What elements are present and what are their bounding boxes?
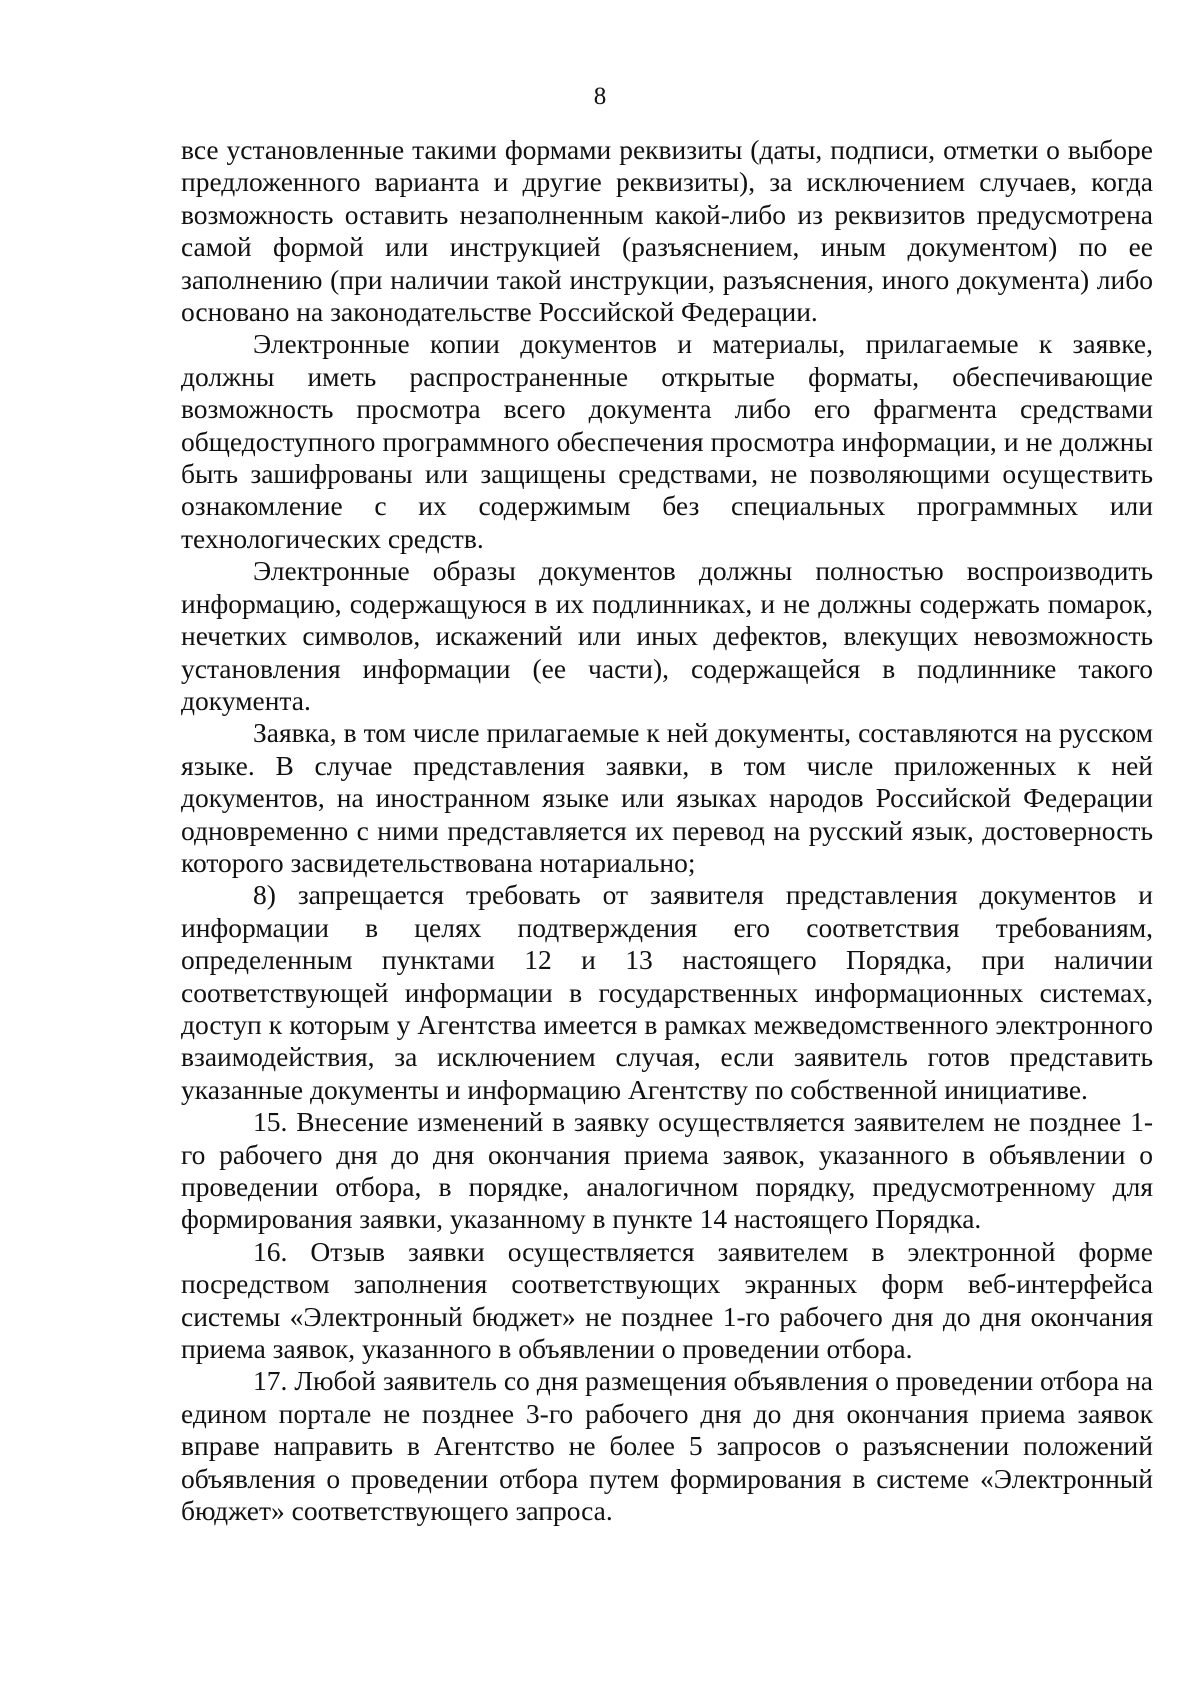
document-body xyxy=(181,134,1153,1527)
paragraph-item-17: 17. Любой заявитель со дня размещения объявления о проведении отбора на едином портале не позднее 3-го рабочего дня до дня окончания приема заявок вправе направить в Агентство не более 5 запросов о разъяснении положений объявления о проведении отбора путем формирования в системе «Электронный бюджет» соответствующего запроса. xyxy=(181,1365,1153,1527)
paragraph-application-language: Заявка, в том числе прилагаемые к ней документы, составляются на русском языке. В случае представления заявки, в том числе приложенных к ней документов, на иностранном языке или языках народов Российской Федерации одновременно с ними представляется их перевод на русский язык, достоверность которого засвидетельствована нотариально; xyxy=(181,717,1153,878)
paragraph-item-16: 16. Отзыв заявки осуществляется заявителем в электронной форме посредством заполнения соответствующих экранных форм веб-интерфейса системы «Электронный бюджет» не позднее 1-го рабочего дня до дня окончания приема заявок, указанного в объявлении о проведении отбора. xyxy=(181,1235,1153,1365)
paragraph-electronic-copies: Электронные копии документов и материалы, прилагаемые к заявке, должны иметь распространенные открытые форматы, обеспечивающие возможность просмотра всего документа либо его фрагмента средствами общедоступного программного обеспечения просмотра информации, и не должны быть зашифрованы или защищены средствами, не позволяющими осуществить ознакомление с их содержимым без специальных программных или технологических средств. xyxy=(181,328,1153,554)
paragraph-item-15: 15. Внесение изменений в заявку осуществляется заявителем не позднее 1-го рабочего дня до дня окончания приема заявок, указанного в объявлении о проведении отбора, в порядке, аналогичном порядку, предусмотренному для формирования заявки, указанному в пункте 14 настоящего Порядка. xyxy=(181,1106,1153,1235)
page-number: 8 xyxy=(593,83,607,110)
paragraph-item-8: 8) запрещается требовать от заявителя представления документов и информации в целях подтверждения его соответствия требованиям, определенным пунктами 12 и 13 настоящего Порядка, при наличии соответствующей информации в государственных информационных системах, доступ к которым у Агентства имеется в рамках межведомственного электронного взаимодействия, за исключением случая, если заявитель готов представить указанные документы и информацию Агентству по собственной инициативе. xyxy=(181,879,1153,1105)
paragraph-electronic-images: Электронные образы документов должны полностью воспроизводить информацию, содержащуюся в их подлинниках, и не должны содержать помарок, нечетких символов, искажений или иных дефектов, влекущих невозможность установления информации (ее части), содержащейся в подлиннике такого документа. xyxy=(181,555,1153,716)
paragraph-continuation-requisites: все установленные такими формами реквизиты (даты, подписи, отметки о выборе предложенного варианта и другие реквизиты), за исключением случаев, когда возможность оставить незаполненным какой-либо из реквизитов предусмотрена самой формой или инструкцией (разъяснением, иным документом) по ее заполнению (при наличии такой инструкции, разъяснения, иного документа) либо основано на законодательстве Российской Федерации. xyxy=(181,134,1153,328)
